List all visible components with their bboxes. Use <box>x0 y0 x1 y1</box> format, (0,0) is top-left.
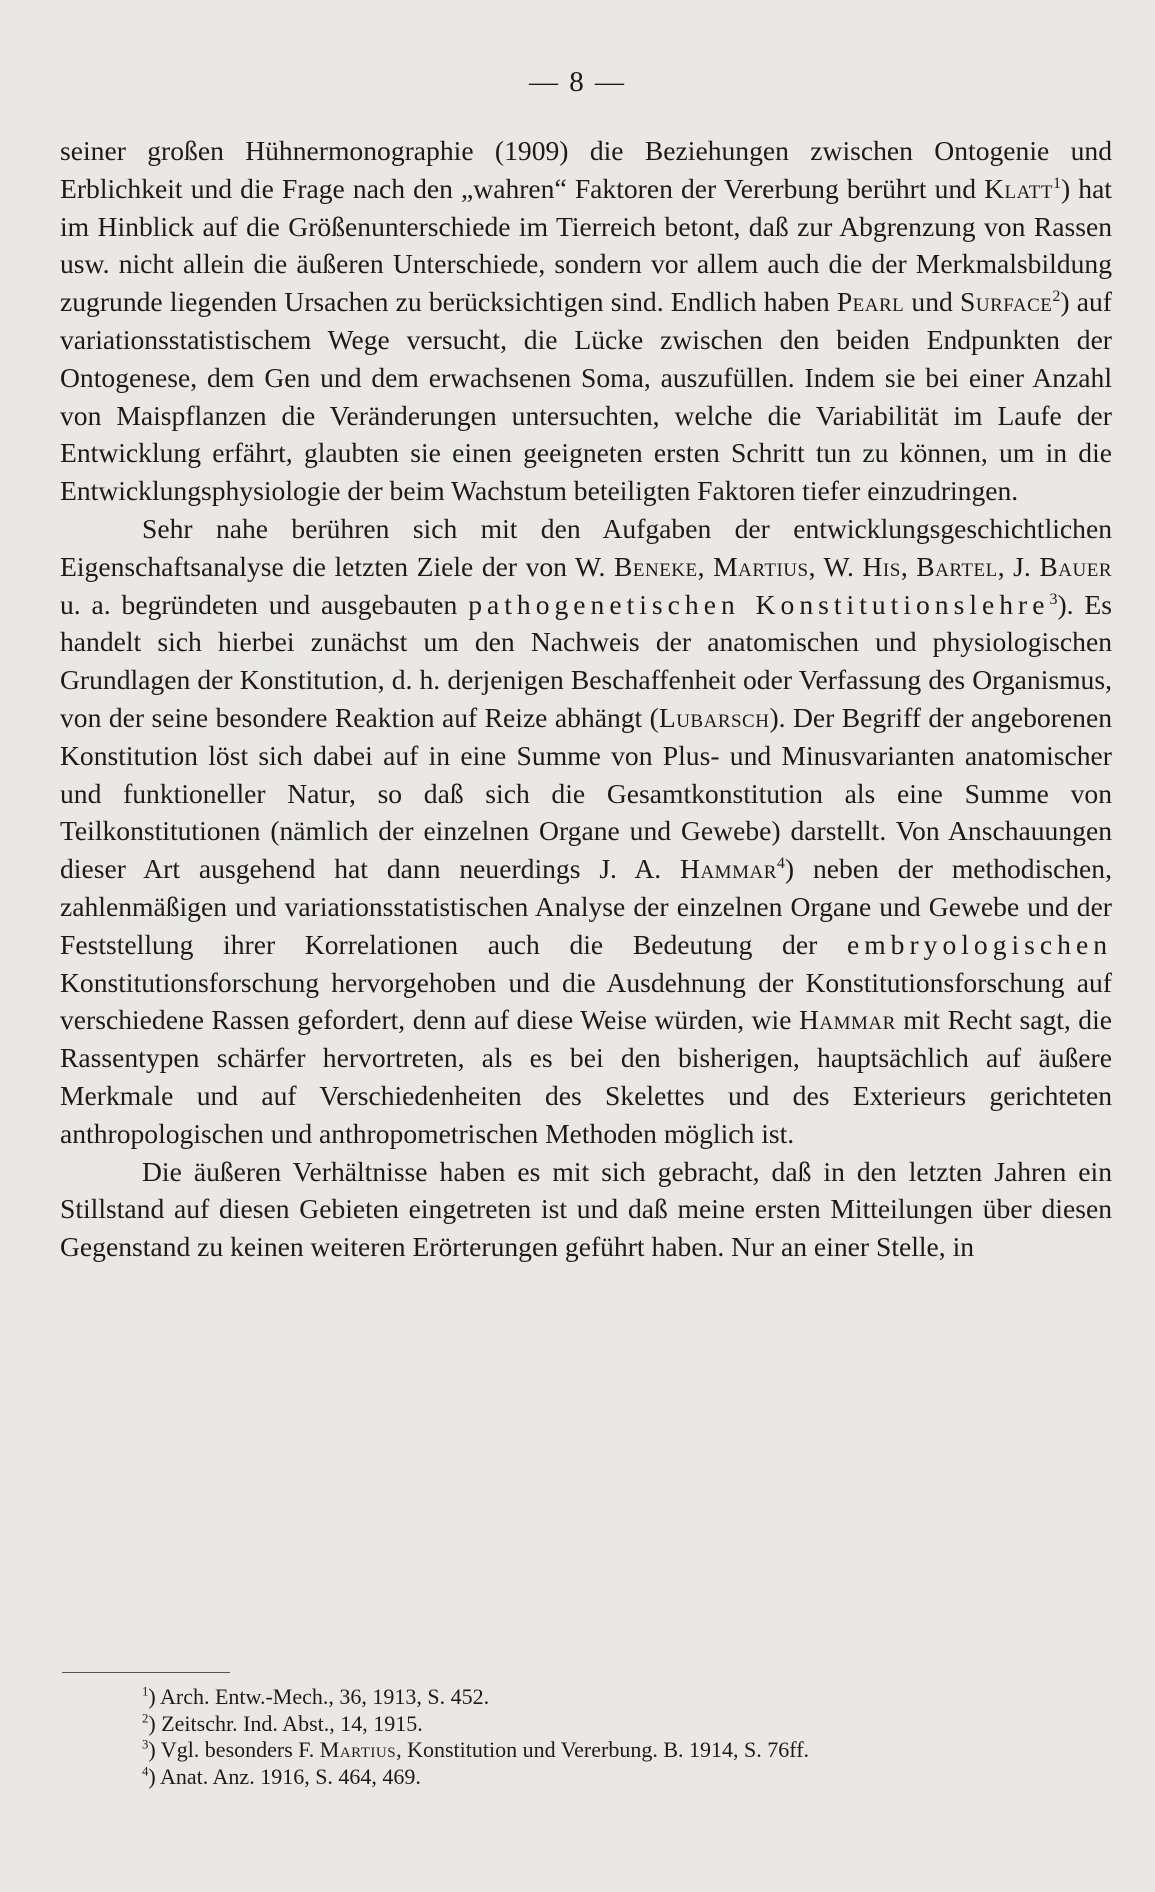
footnote-marker: 1 <box>142 1684 149 1699</box>
text-run: ) auf variationsstatistischem Wege versucht, die Lücke zwischen den beiden Endpunkten der Ontogenese, dem Gen und dem erwachsenen Soma, auszufüllen. Indem sie bei einer Anzahl von Maispflanzen die Veränderungen untersuchten, welche die Variabilität im Laufe der Entwicklung erfährt, glaubten sie einen geeigneten ersten Schritt tun zu können, um in die Entwicklungsphysiologie der beim Wachstum beteiligten Faktoren tiefer einzudringen. <box>60 286 1112 507</box>
text-run: mit Recht sagt, die Rassentypen schärfer hervortreten, als es bei den bisherigen, hauptsächlich auf äußere Merkmale und auf Verschiedenheiten des Skelettes und des Exterieurs gerichteten anthropologischen und anthropometrischen Methoden möglich ist. <box>60 1004 1113 1149</box>
text-run: ). Es handelt sich hierbei zunächst um den Nachweis der anatomischen und physiologischen Grundlagen der Konstitution, d. h. derjenigen Beschaffenheit oder Verfassung des Organismus, von der seine besondere Reaktion auf Reize abhängt ( <box>60 588 1112 733</box>
author-name: Hammar <box>798 1004 896 1036</box>
author-name: His <box>862 550 901 582</box>
emphasized-term: embryologischen <box>846 928 1112 960</box>
text-run: , <box>697 550 714 582</box>
footnote-marker: 2 <box>142 1711 149 1726</box>
text-run: Sehr nahe berühren sich mit den Aufgaben der entwicklungsgeschichtlichen Eigenschaftsanalyse die letzten Ziele der von W. <box>60 512 1112 582</box>
paragraph-3 <box>60 1153 1112 1266</box>
footnote-1 <box>142 1684 1112 1711</box>
footnote-marker: 4 <box>142 1764 149 1779</box>
footnote-3 <box>142 1737 1112 1764</box>
text-run: , <box>900 550 917 582</box>
author-name: Klatt <box>984 172 1053 204</box>
footnote-marker: 1 <box>1052 174 1061 192</box>
author-name: Beneke <box>613 550 698 582</box>
text-run: ) Vgl. besonders F. <box>148 1737 320 1762</box>
author-name: Martius <box>713 550 809 582</box>
body-text <box>60 132 1112 1266</box>
text-run: Die äußeren Verhältnisse haben es mit sich gebracht, daß in den letzten Jahren ein Stillstand auf diesen Gebieten eingetreten ist und daß meine ersten Mitteilungen über diesen Gegenstand zu keinen weiteren Erörterungen geführt haben. Nur an einer Stelle, in <box>60 1155 1112 1263</box>
author-name: Bauer <box>1039 550 1112 582</box>
text-run: ) Zeitschr. Ind. Abst., 14, 1915. <box>148 1710 423 1736</box>
text-run: , J. <box>997 550 1040 582</box>
text-run: ) neben der methodischen, zahlenmäßigen und variationsstatistischen Analyse der einzelnen Organe und Gewebe und der Feststellung ihrer Korrelationen auch die Bedeutung der <box>60 853 1112 960</box>
author-name: Pearl <box>836 286 905 318</box>
text-run: , W. <box>808 550 863 582</box>
author-name: Bartel <box>916 550 998 582</box>
paragraph-1 <box>60 132 1112 510</box>
page-number: — 8 — <box>529 66 626 98</box>
text-run: ) hat im Hinblick auf die Größenunterschiede im Tierreich betont, daß zur Abgrenzung von Rassen usw. nicht allein die äußeren Unterschiede, sondern vor allem auch die der Merkmalsbildung zugrunde liegenden Ursachen zu berücksichtigen sind. Endlich haben <box>60 172 1112 318</box>
footnote-4 <box>142 1764 1112 1791</box>
text-run: ) Anat. Anz. 1916, S. 464, 469. <box>148 1763 421 1789</box>
text-run: u. a. begründeten und ausgebauten <box>60 588 469 620</box>
footnote-marker: 2 <box>1052 288 1061 305</box>
text-run: seiner großen Hühnermonographie (1909) die Beziehungen zwischen Ontogenie und Erblichkeit und die Frage nach den „wahren“ Faktoren der Vererbung berührt und <box>60 135 1112 204</box>
author-name: Surface <box>960 286 1053 318</box>
footnotes <box>142 1684 1112 1790</box>
text-run: , Konstitution und Vererbung. B. 1914, S. 76ff. <box>396 1737 810 1762</box>
text-run: und <box>904 286 960 318</box>
author-name: Martius <box>319 1737 397 1762</box>
author-name: Lubarsch <box>658 701 770 733</box>
footnote-marker: 3 <box>142 1737 149 1752</box>
text-run: ) Arch. Entw.-Mech., 36, 1913, S. 452. <box>148 1684 490 1709</box>
emphasized-term: pathogenetischen Konstitutionslehre <box>468 588 1050 620</box>
text-run: ). Der Begriff der angeborenen Konstitution löst sich dabei auf in eine Summe von Plus- und Minusvarianten anatomischer und funktioneller Natur, so daß sich die Gesamtkonstitution als eine Summe von Teilkonstitutionen (nämlich der einzelnen Organe und Gewebe) darstellt. Von Anschauungen dieser Art ausgehend hat dann neuerdings J. A. <box>60 701 1113 885</box>
footnote-marker: 4 <box>776 854 785 872</box>
footnote-marker: 3 <box>1049 590 1058 608</box>
footnote-divider <box>62 1672 230 1673</box>
author-name: Hammar <box>680 853 777 885</box>
footnote-2 <box>142 1711 1112 1738</box>
paragraph-2 <box>60 510 1112 1153</box>
text-run: Konstitutionsforschung hervorgehoben und die Ausdehnung der Konstitutionsforschung auf verschiedene Rassen gefordert, denn auf diese Weise würden, wie <box>60 966 1112 1036</box>
